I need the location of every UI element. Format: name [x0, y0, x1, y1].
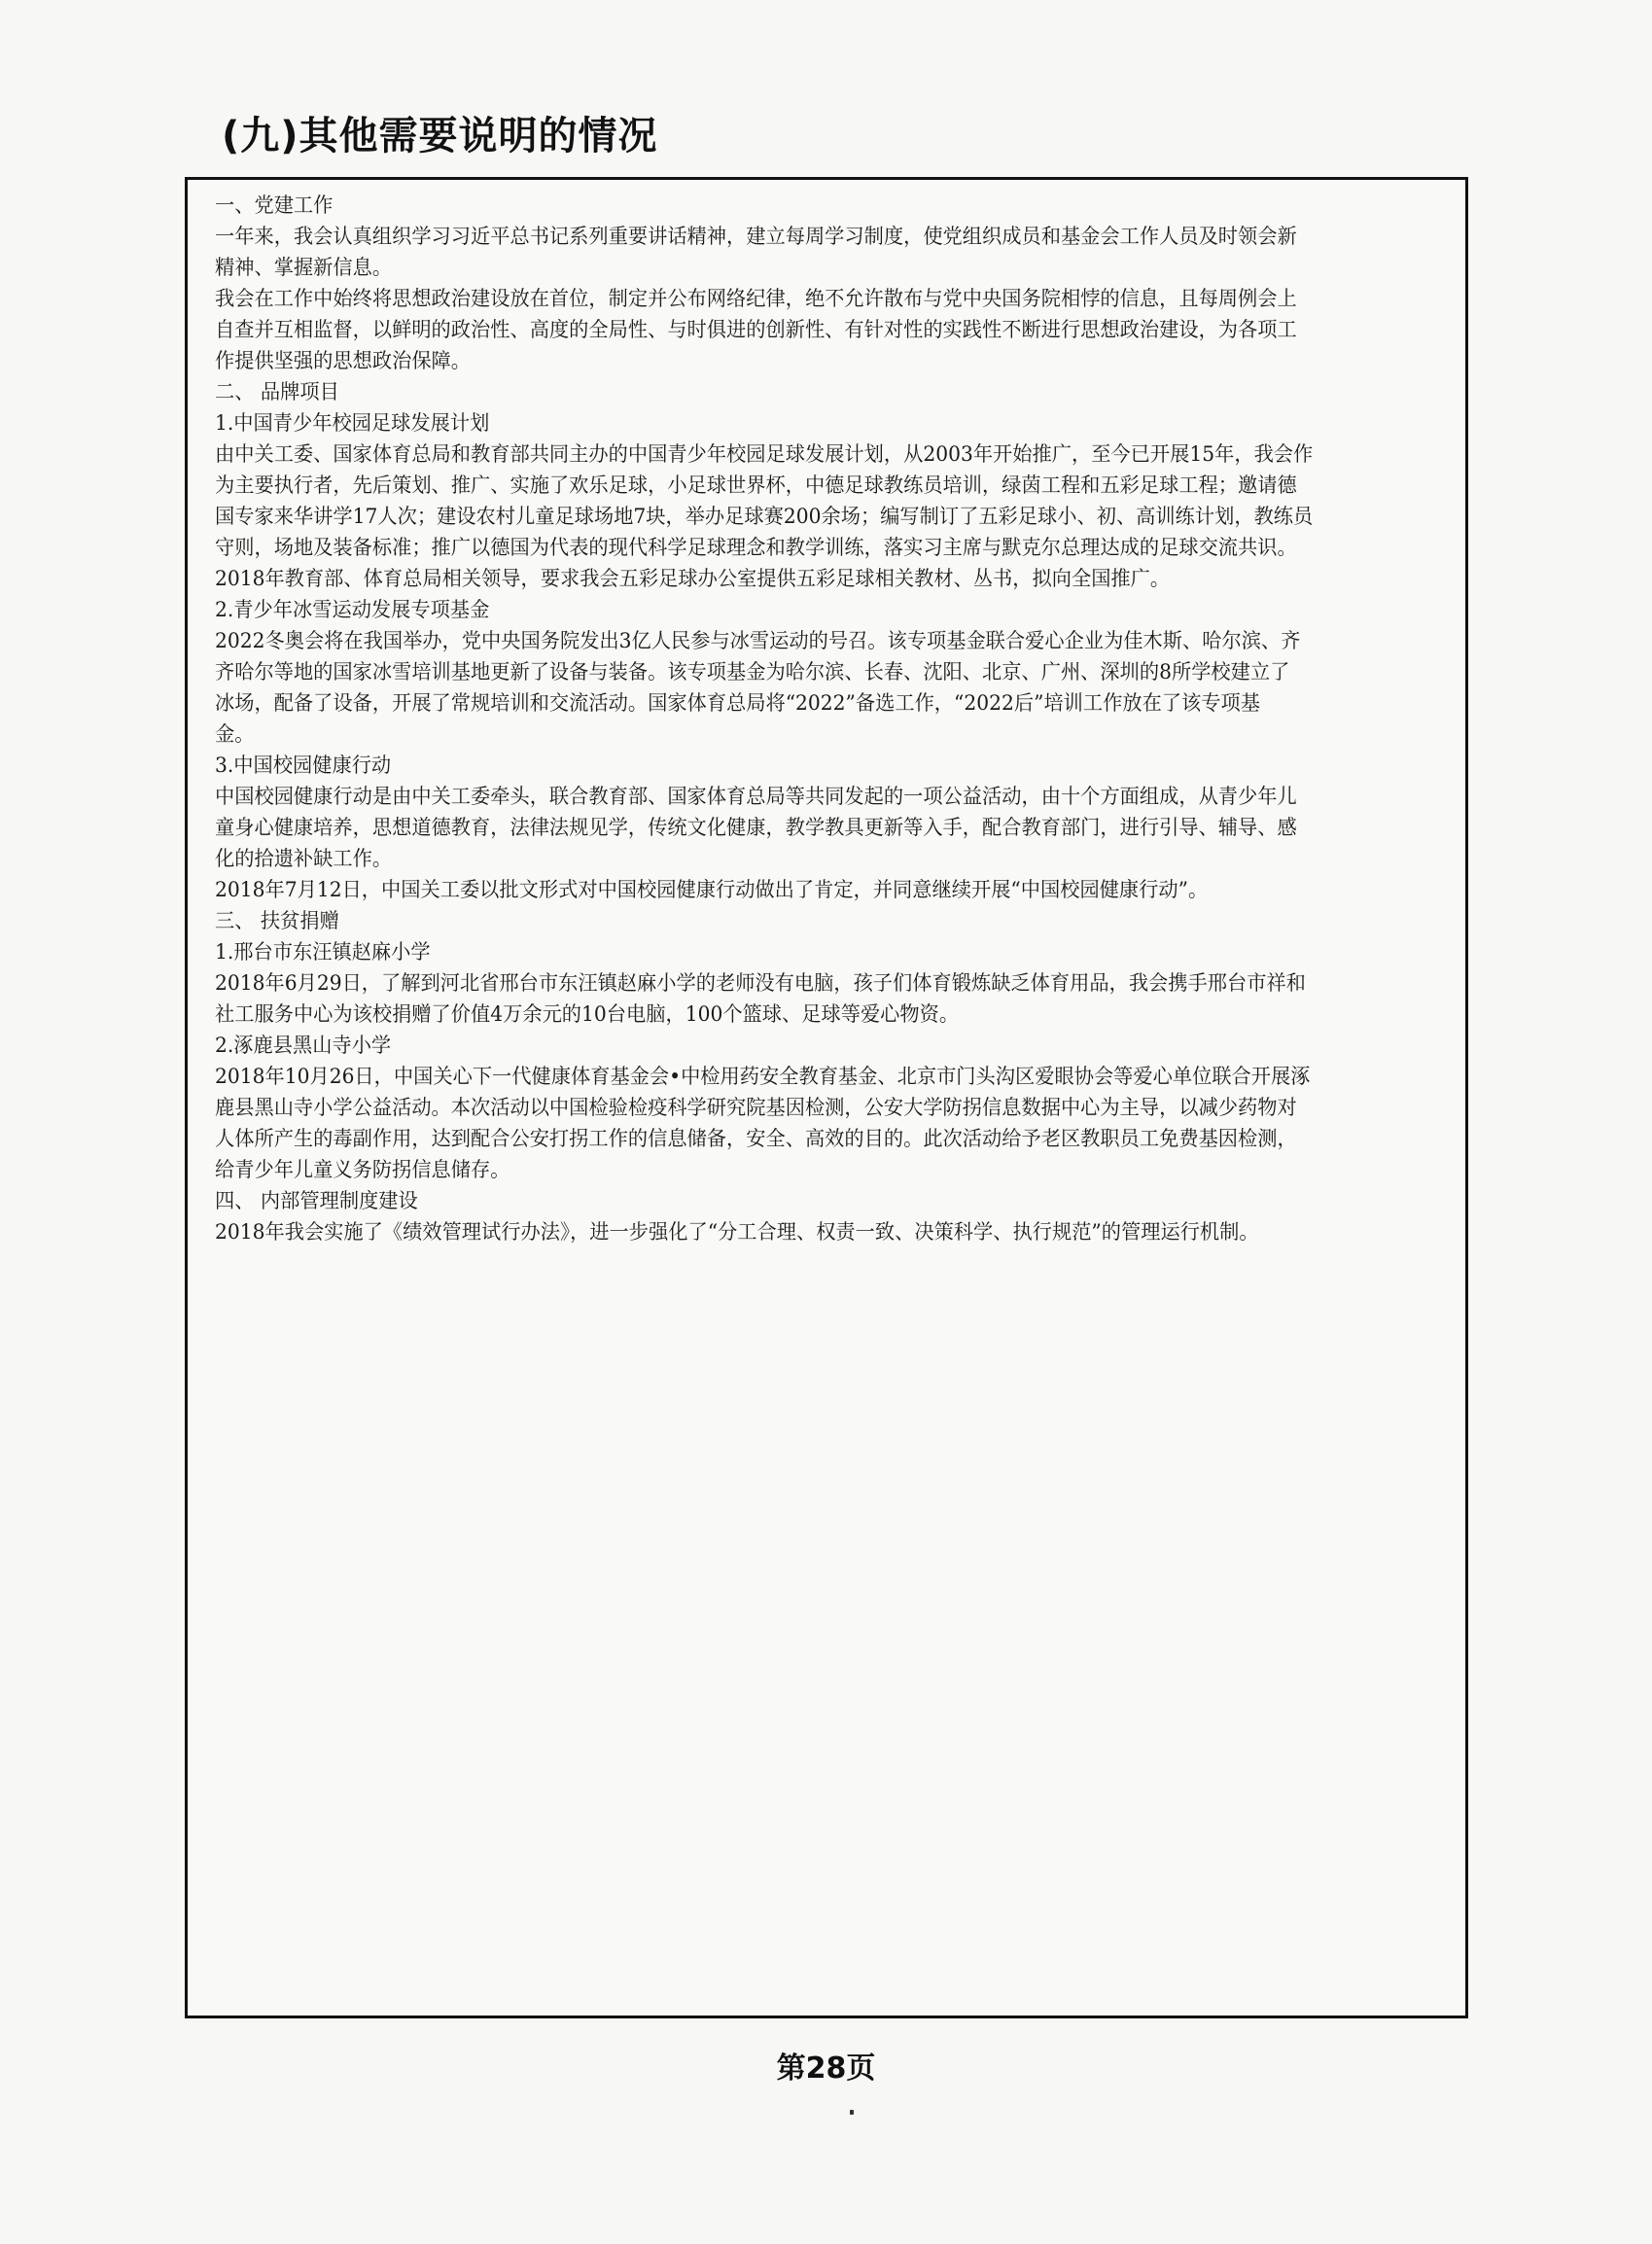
text-line: 鹿县黑山寺小学公益活动。本次活动以中国检验检疫科学研究院基因检测，公安大学防拐信息数据中心为主导，以减少药物对 [215, 1096, 1297, 1119]
page-number: 第28页 [776, 2051, 876, 2086]
text-line: 金。 [215, 722, 255, 746]
text-line: 2.青少年冰雪运动发展专项基金 [215, 598, 490, 621]
text-line: 2018年6月29日，了解到河北省邢台市东汪镇赵麻小学的老师没有电脑，孩子们体育锻炼缺乏体育用品，我会携手邢台市祥和 [215, 971, 1306, 995]
text-line: 一、党建工作 [215, 193, 334, 217]
text-line: 2018年我会实施了《绩效管理试行办法》，进一步强化了“分工合理、权责一致、决策科学、执行规范”的管理运行机制。 [215, 1220, 1259, 1244]
text-line: 化的拾遗补缺工作。 [215, 847, 393, 870]
text-line: 冰场，配备了设备，开展了常规培训和交流活动。国家体育总局将“2022”备选工作，“2022后”培训工作放在了该专项基 [215, 691, 1260, 715]
text-line: 2018年7月12日，中国关工委以批文形式对中国校园健康行动做出了肯定，并同意继续开展“中国校园健康行动”。 [215, 878, 1209, 901]
text-line: 精神、掌握新信息。 [215, 256, 393, 279]
text-line: 2.涿鹿县黑山寺小学 [215, 1034, 392, 1057]
text-line: 2018年10月26日，中国关心下一代健康体育基金会•中检用药安全教育基金、北京市门头沟区爱眼协会等爱心单位联合开展涿 [215, 1065, 1311, 1088]
text-line: 童身心健康培养，思想道德教育，法律法规见学，传统文化健康，教学教具更新等入手，配合教育部门，进行引导、辅导、感 [215, 816, 1297, 839]
text-line: 为主要执行者，先后策划、推广、实施了欢乐足球，小足球世界杯，中德足球教练员培训，绿茵工程和五彩足球工程；邀请德 [215, 473, 1297, 497]
text-line: 齐哈尔等地的国家冰雪培训基地更新了设备与装备。该专项基金为哈尔滨、长春、沈阳、北京、广州、深圳的8所学校建立了 [215, 660, 1290, 684]
text-line: 人体所产生的毒副作用，达到配合公安打拐工作的信息储备，安全、高效的目的。此次活动给予老区教职员工免费基因检测， [215, 1127, 1297, 1150]
section-heading: (九)其他需要说明的情况 [222, 114, 658, 158]
text-line: 一年来，我会认真组织学习习近平总书记系列重要讲话精神，建立每周学习制度，使党组织成员和基金会工作人员及时领会新 [215, 225, 1297, 248]
text-line: 四、 内部管理制度建设 [215, 1189, 418, 1212]
text-line: 1.中国青少年校园足球发展计划 [215, 411, 490, 435]
text-line: 由中关工委、国家体育总局和教育部共同主办的中国青少年校园足球发展计划，从2003年开始推广，至今已开展15年，我会作 [215, 442, 1314, 466]
text-line: 作提供坚强的思想政治保障。 [215, 349, 472, 372]
text-line: 给青少年儿童义务防拐信息储存。 [215, 1158, 510, 1181]
text-line: 2018年教育部、体育总局相关领导，要求我会五彩足球办公室提供五彩足球相关教材、丛书，拟向全国推广。 [215, 567, 1171, 590]
text-line: 守则，场地及装备标准；推广以德国为代表的现代科学足球理念和教学训练，落实习主席与默克尔总理达成的足球交流共识。 [215, 536, 1297, 559]
content-box [185, 177, 1468, 2018]
text-line: 2022冬奥会将在我国举办，党中央国务院发出3亿人民参与冰雪运动的号召。该专项基金联合爱心企业为佳木斯、哈尔滨、齐 [215, 629, 1301, 652]
text-line: 三、 扶贫捐赠 [215, 909, 339, 932]
text-line: 1.邢台市东汪镇赵麻小学 [215, 940, 431, 964]
scan-mark [850, 2110, 854, 2115]
text-line: 自查并互相监督，以鲜明的政治性、高度的全局性、与时俱进的创新性、有针对性的实践性不断进行思想政治建设，为各项工 [215, 318, 1297, 341]
text-line: 二、 品牌项目 [215, 380, 339, 403]
text-line: 中国校园健康行动是由中关工委牵头，联合教育部、国家体育总局等共同发起的一项公益活动，由十个方面组成，从青少年儿 [215, 785, 1297, 808]
text-line: 我会在工作中始终将思想政治建设放在首位，制定并公布网络纪律，绝不允许散布与党中央国务院相悖的信息，且每周例会上 [215, 287, 1297, 310]
text-line: 3.中国校园健康行动 [215, 754, 392, 777]
text-line: 国专家来华讲学17人次；建设农村儿童足球场地7块，举办足球赛200余场；编写制订了五彩足球小、初、高训练计划，教练员 [215, 505, 1314, 528]
content-text [215, 190, 1489, 1247]
text-line: 社工服务中心为该校捐赠了价值4万余元的10台电脑，100个篮球、足球等爱心物资。 [215, 1002, 960, 1026]
